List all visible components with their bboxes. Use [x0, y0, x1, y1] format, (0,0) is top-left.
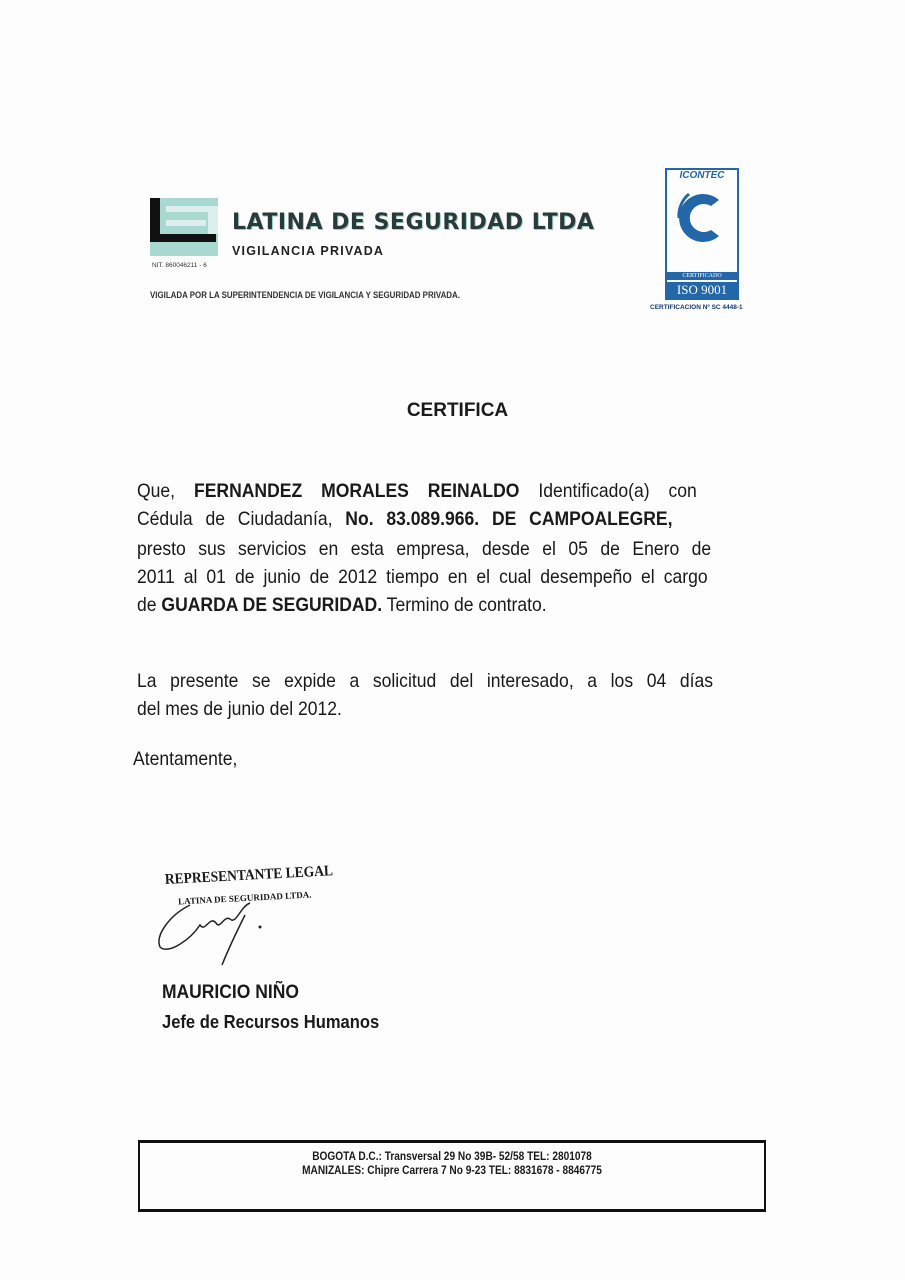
icontec-brand: ICONTEC: [679, 170, 725, 181]
document-title: CERTIFICA: [406, 400, 509, 421]
job-title: GUARDA DE SEGURIDAD.: [161, 594, 383, 616]
company-name: LATINA DE SEGURIDAD LTDA: [232, 210, 595, 235]
body-line: 2011 al 01 de junio de 2012 tiempo en el cual desempeño el cargo: [137, 566, 708, 588]
body-line: La presente se expide a solicitud del interesado, a los 04 días: [137, 670, 713, 692]
iso-standard: ISO 9001: [667, 281, 737, 298]
company-subtitle: VIGILANCIA PRIVADA: [232, 244, 385, 258]
text: Cédula de Ciudadanía,: [137, 508, 333, 530]
supervision-note: VIGILADA POR LA SUPERINTENDENCIA DE VIGILANCIA Y SEGURIDAD PRIVADA.: [150, 290, 460, 300]
signature-stamp-title: REPRESENTANTE LEGAL: [164, 863, 334, 888]
employee-name: FERNANDEZ MORALES REINALDO: [193, 480, 520, 502]
signature-icon: [150, 885, 280, 970]
footer-bogota-address: BOGOTA D.C.: Transversal 29 No 39B- 52/58 TEL: 2801078: [312, 1151, 592, 1163]
signature-stamp-company: LATINA DE SEGURIDAD LTDA.: [177, 889, 312, 907]
certification-number: CERTIFICACION Nº SC 4448-1: [650, 304, 743, 311]
icontec-label: CERTIFICADO: [667, 272, 737, 280]
footer-manizales-address: MANIZALES: Chipre Carrera 7 No 9-23 TEL: 8831678 - 8846775: [302, 1165, 602, 1177]
footer-address-box: [138, 1140, 766, 1212]
icontec-certification-logo: [665, 168, 739, 300]
company-logo-icon: [150, 198, 218, 256]
body-line: [137, 508, 673, 531]
company-nit: NIT. 860046211 - 6: [152, 262, 207, 269]
text: Identificado(a) con: [538, 480, 697, 502]
text: Que,: [137, 480, 176, 502]
signer-name: MAURICIO NIÑO: [162, 982, 299, 1003]
text: Termino de contrato.: [386, 594, 547, 616]
body-line: [137, 594, 547, 617]
body-line: presto sus servicios en esta empresa, desde el 05 de Enero de: [137, 538, 712, 560]
employee-id: No. 83.089.966. DE CAMPOALEGRE,: [345, 508, 673, 530]
body-line: [137, 480, 697, 503]
body-line: del mes de junio del 2012.: [137, 698, 342, 720]
text: de: [137, 594, 157, 616]
signer-role: Jefe de Recursos Humanos: [162, 1012, 380, 1032]
icontec-c-icon: [675, 188, 729, 248]
closing: Atentamente,: [133, 748, 238, 770]
